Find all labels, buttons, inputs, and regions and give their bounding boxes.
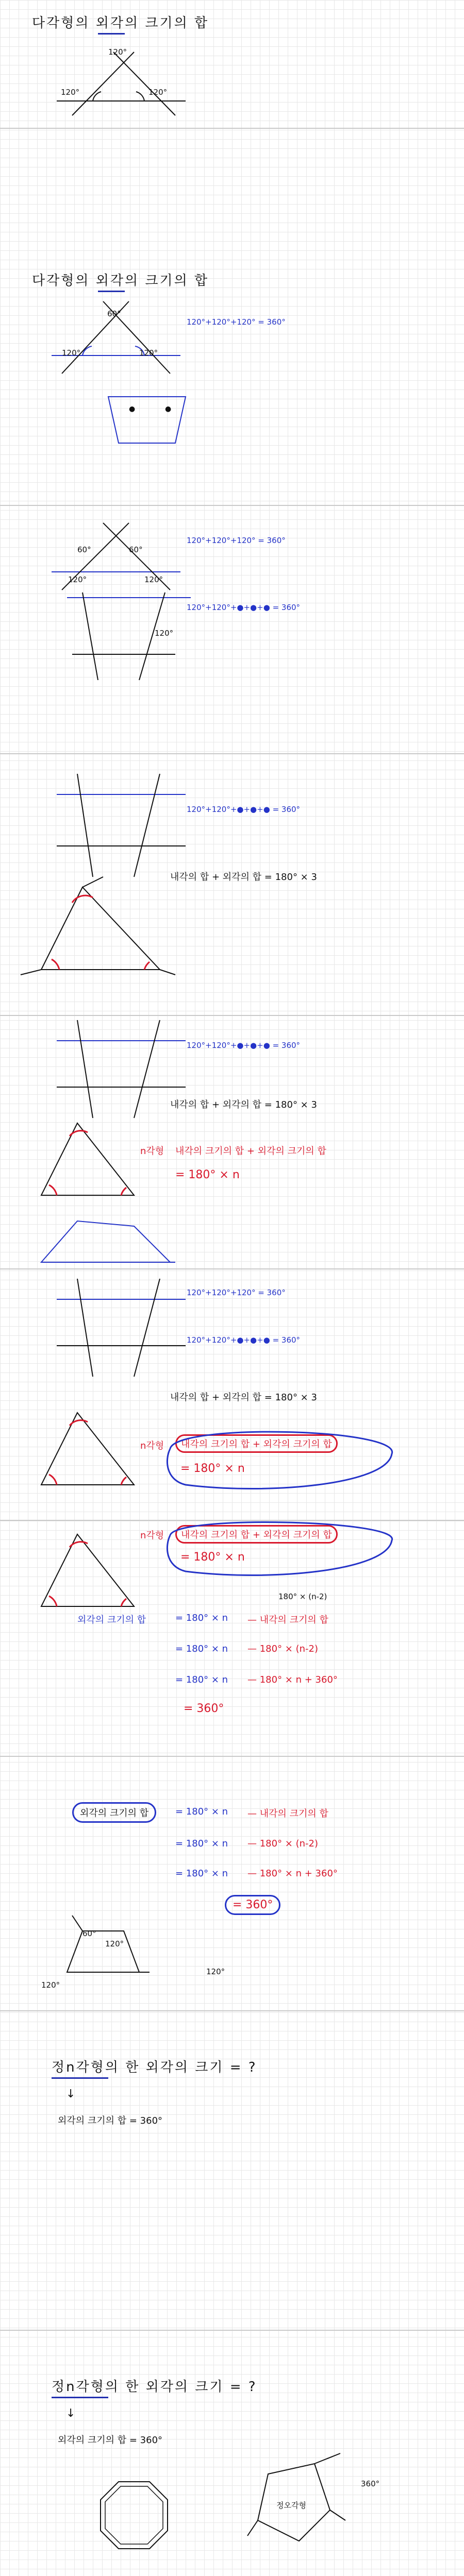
title-underline [52, 2077, 108, 2079]
sum-statement: 외각의 크기의 합 = 360° [58, 2115, 163, 2126]
derivation-step: = 180° × n [175, 1674, 228, 1685]
panel-2 [0, 258, 464, 506]
svg-text:●: ● [129, 405, 136, 413]
derivation-step: = 180° × n [175, 1838, 228, 1849]
sum-equation: 120°+120°+●+●+● = 360° [187, 603, 301, 612]
quadrilateral-figure [52, 774, 191, 887]
trapezoid-figure [98, 392, 201, 453]
quadrilateral-figure [52, 1279, 191, 1382]
sum-equation: 내각의 크기의 합 + 외각의 크기의 합 [175, 1525, 338, 1544]
angle-label: 120° [148, 88, 168, 97]
n-gon-label: n각형 [140, 1440, 164, 1451]
panel-1 [0, 0, 464, 129]
angle-label: 120° [61, 88, 80, 97]
panel-title: 정n각형의 한 외각의 크기 = ? [52, 2379, 257, 2395]
shape-label: 정오각형 [276, 2501, 306, 2510]
annotation: 180° × (n-2) [278, 1592, 327, 1601]
derivation-result: = 360° [184, 1702, 224, 1715]
angle-label: 120° [41, 1980, 60, 1990]
angle-label: 120° [206, 1967, 225, 1976]
sum-equation: 내각의 합 + 외각의 합 = 180° × 3 [170, 872, 317, 883]
n-gon-label: n각형 [140, 1530, 164, 1541]
sum-equation: 120°+120°+120° = 360° [187, 317, 286, 327]
derivation-step: = 180° × n [175, 1806, 228, 1817]
pentagon-blue-figure [31, 1211, 186, 1267]
angle-label: 120° [105, 1939, 124, 1948]
title-underline [98, 33, 125, 35]
sum-equation: 120°+120°+120° = 360° [187, 536, 286, 545]
triangle-red-figure [21, 877, 175, 980]
sum-equation: 120°+120°+●+●+● = 360° [187, 1041, 301, 1050]
quadrilateral-figure [62, 592, 196, 685]
down-arrow: ↓ [66, 2407, 76, 2420]
panel-title: 다각형의 외각의 크기의 합 [32, 15, 209, 31]
derivation-step: — 180° × n + 360° [247, 1868, 338, 1879]
octagon-figure [98, 2479, 170, 2551]
panel-title: 정n각형의 한 외각의 크기 = ? [52, 2060, 257, 2075]
triangle-red-figure [21, 1524, 144, 1617]
angle-label: 120° [108, 47, 127, 57]
sum-equation: 120°+120°+120° = 360° [187, 1288, 286, 1297]
derivation-step: — 180° × (n-2) [247, 1643, 319, 1654]
n-gon-label: n각형 [140, 1146, 164, 1157]
angle-label: 120° [62, 348, 81, 358]
angle-label: 60° [77, 545, 91, 554]
angle-label: 120° [144, 575, 163, 584]
sum-equation: 내각의 합 + 외각의 합 = 180° × 3 [170, 1099, 317, 1110]
panel-5 [0, 1015, 464, 1269]
exterior-sum-label: 외각의 크기의 합 [72, 1802, 156, 1823]
panel-10 [0, 2330, 464, 2576]
sum-equation: 내각의 크기의 합 + 외각의 크기의 합 [175, 1434, 338, 1453]
angle-label: 120° [68, 575, 87, 584]
sum-equation: = 180° × n [180, 1551, 245, 1564]
derivation-step: — 180° × (n-2) [247, 1838, 319, 1849]
panel-3 [0, 505, 464, 754]
panel-title: 다각형의 외각의 크기의 합 [32, 273, 209, 289]
exterior-sum-label: 외각의 크기의 합 [77, 1615, 146, 1625]
sum-label: 360° [361, 2479, 380, 2488]
derivation-result: = 360° [225, 1895, 280, 1915]
derivation-step: = 180° × n [175, 1643, 228, 1654]
angle-label: 60° [129, 545, 143, 554]
derivation-step: — 내각의 크기의 합 [247, 1615, 328, 1625]
blue-loop-highlight [165, 1428, 407, 1500]
panel-8 [0, 1756, 464, 2011]
sum-equation: = 180° × n [180, 1462, 245, 1475]
title-underline [98, 291, 125, 292]
panel-4 [0, 753, 464, 1016]
down-arrow: ↓ [66, 2088, 76, 2100]
triangle-red-figure [21, 1113, 144, 1206]
quadrilateral-figure [52, 1020, 191, 1123]
svg-text:●: ● [165, 405, 172, 413]
title-underline [52, 2397, 108, 2398]
triangle-red-figure [21, 1402, 144, 1495]
panel-7 [0, 1520, 464, 1757]
derivation-step: — 내각의 크기의 합 [247, 1808, 328, 1819]
triangle-figure [57, 49, 191, 116]
derivation-step: = 180° × n [175, 1868, 228, 1879]
angle-label: 120° [139, 348, 158, 358]
sum-equation: 120°+120°+●+●+● = 360° [187, 1335, 301, 1345]
panel-9 [0, 2010, 464, 2331]
hexagon-sketch-figure [36, 1910, 160, 1988]
angle-label: 60° [82, 1929, 96, 1938]
sum-equation: 내각의 합 + 외각의 합 = 180° × 3 [170, 1392, 317, 1403]
sum-equation: 내각의 크기의 합 + 외각의 크기의 합 [175, 1146, 326, 1157]
derivation-step: = 180° × n [175, 1613, 228, 1623]
sum-statement: 외각의 크기의 합 = 360° [58, 2435, 163, 2446]
angle-label: 60° [107, 309, 121, 318]
sum-equation: 120°+120°+●+●+● = 360° [187, 805, 301, 814]
sum-equation: = 180° × n [175, 1168, 240, 1181]
angle-label: 120° [155, 629, 174, 638]
blue-loop-highlight [165, 1520, 407, 1587]
derivation-step: — 180° × n + 360° [247, 1674, 338, 1685]
panel-6 [0, 1268, 464, 1521]
